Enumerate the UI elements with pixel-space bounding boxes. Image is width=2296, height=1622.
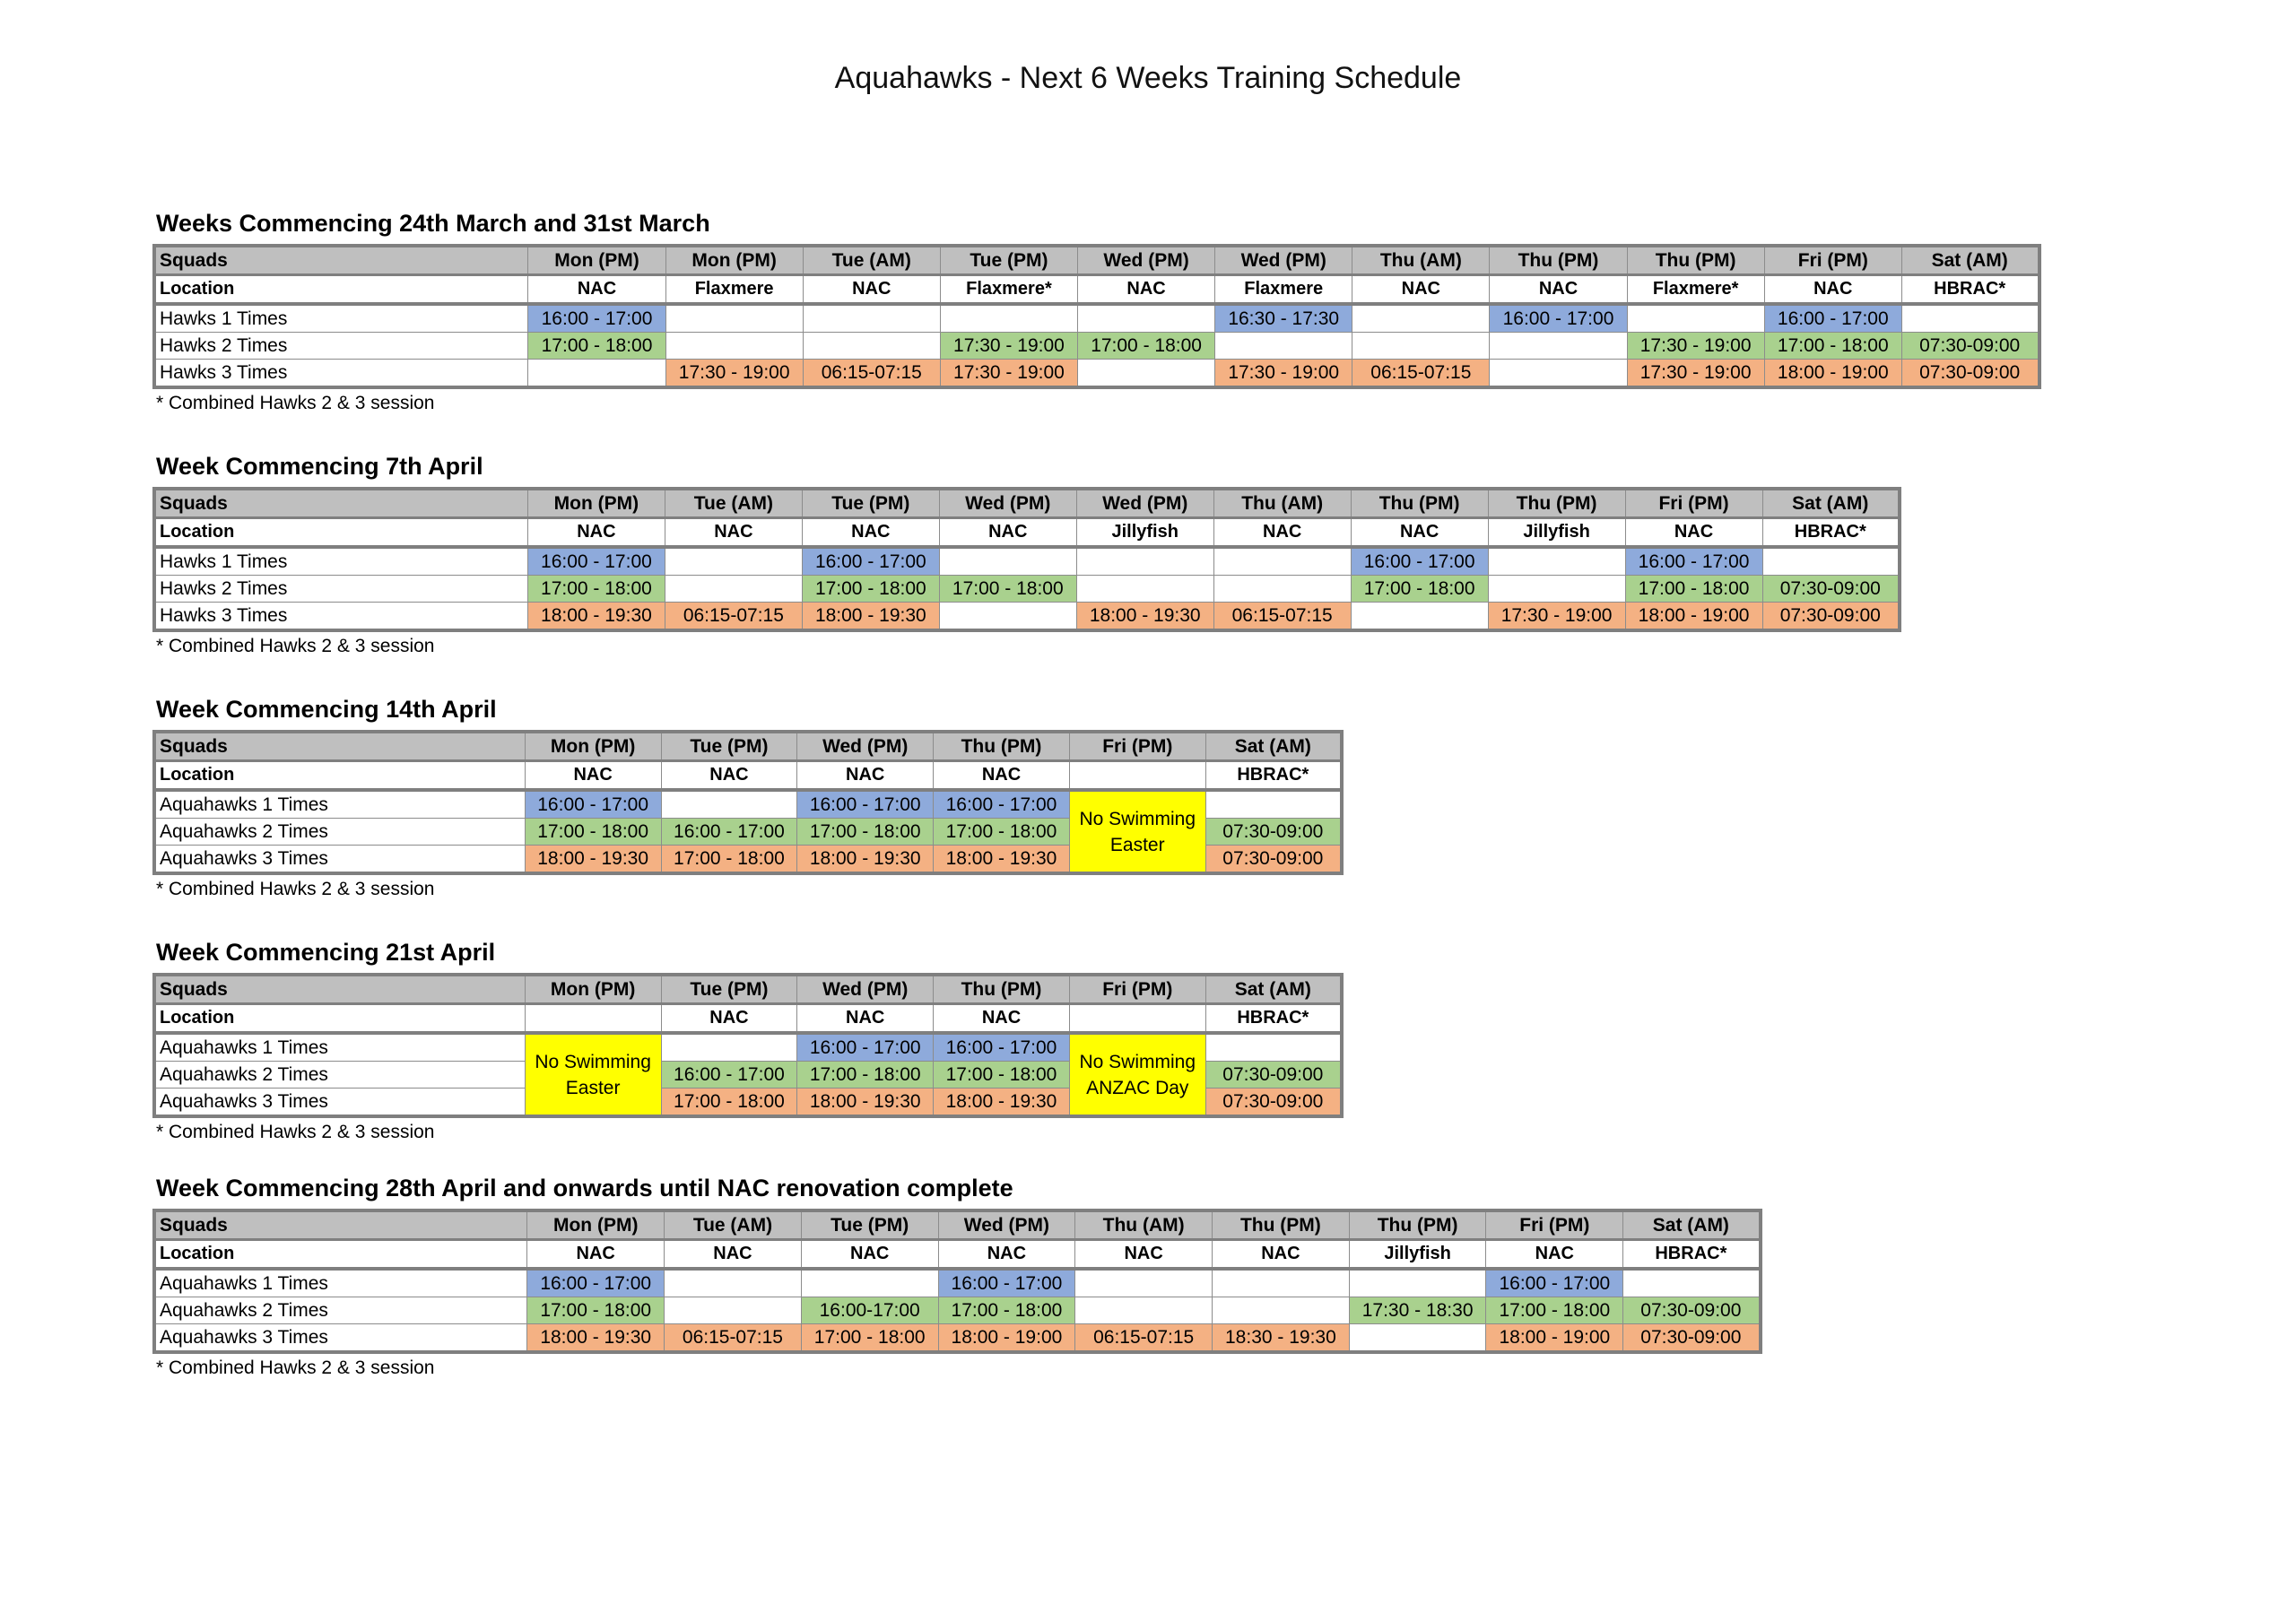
location-cell: NAC <box>934 1004 1070 1034</box>
closure-line1: No Swimming <box>535 1051 651 1072</box>
time-cell: 18:00 - 19:30 <box>527 1324 665 1353</box>
time-cell <box>1205 1033 1342 1062</box>
day-header: Thu (AM) <box>1213 489 1351 518</box>
time-cell: 16:00 - 17:00 <box>525 790 661 819</box>
location-cell: NAC <box>938 1240 1075 1270</box>
time-cell: 17:30 - 19:00 <box>940 360 1077 388</box>
day-header: Tue (AM) <box>665 1210 802 1240</box>
header-row <box>154 246 2039 275</box>
day-header: Thu (PM) <box>1627 246 1764 275</box>
location-cell: Flaxmere* <box>940 275 1077 305</box>
squad-label: Hawks 1 Times <box>154 304 528 333</box>
day-header: Mon (PM) <box>525 975 661 1004</box>
squad-label: Aquahawks 3 Times <box>154 846 525 874</box>
day-header: Wed (PM) <box>1078 246 1215 275</box>
location-cell: NAC <box>527 1240 665 1270</box>
location-row <box>154 761 1342 791</box>
time-cell <box>1213 1297 1350 1324</box>
location-cell: NAC <box>1764 275 1901 305</box>
closure-line1: No Swimming <box>1079 808 1196 829</box>
section-heading: Week Commencing 14th April <box>156 696 497 723</box>
day-header: Wed (PM) <box>1215 246 1352 275</box>
day-header: Thu (PM) <box>1351 489 1488 518</box>
location-cell: NAC <box>528 275 665 305</box>
time-cell <box>1213 1269 1350 1297</box>
schedule-table <box>152 487 1901 632</box>
location-label: Location <box>154 275 528 305</box>
day-header: Wed (PM) <box>938 1210 1075 1240</box>
day-header: Mon (PM) <box>665 246 803 275</box>
location-cell: NAC <box>1075 1240 1213 1270</box>
location-cell: Jillyfish <box>1076 518 1213 548</box>
squad-label: Hawks 3 Times <box>154 603 527 631</box>
time-cell: 18:00 - 19:30 <box>797 846 934 874</box>
day-header: Sat (AM) <box>1205 732 1342 761</box>
time-cell: 18:00 - 19:00 <box>1764 360 1901 388</box>
time-cell: 17:30 - 18:30 <box>1349 1297 1486 1324</box>
location-cell: NAC <box>1486 1240 1623 1270</box>
time-cell: 16:00 - 17:00 <box>661 1062 797 1089</box>
schedule-section <box>152 451 1901 659</box>
day-header: Fri (PM) <box>1486 1210 1623 1240</box>
location-cell: NAC <box>1213 518 1351 548</box>
location-cell: Jillyfish <box>1488 518 1625 548</box>
time-cell <box>665 547 802 576</box>
schedule-table <box>152 244 2041 389</box>
time-cell <box>1076 576 1213 603</box>
day-header: Tue (PM) <box>801 1210 938 1240</box>
squads-label: Squads <box>154 246 528 275</box>
time-cell <box>1349 1269 1486 1297</box>
location-cell: NAC <box>1352 275 1490 305</box>
day-header: Fri (PM) <box>1069 732 1205 761</box>
squad-label: Hawks 2 Times <box>154 576 527 603</box>
squad-row <box>154 1324 1761 1353</box>
squad-label: Aquahawks 3 Times <box>154 1089 525 1117</box>
schedule-section <box>152 937 1344 1145</box>
time-cell <box>665 576 802 603</box>
time-cell: 16:00 - 17:00 <box>1351 547 1488 576</box>
time-cell: 17:00 - 18:00 <box>934 1062 1070 1089</box>
time-cell <box>940 304 1077 333</box>
time-cell: 17:30 - 19:00 <box>665 360 803 388</box>
squad-label: Aquahawks 1 Times <box>154 1269 527 1297</box>
time-cell: 07:30-09:00 <box>1205 846 1342 874</box>
location-cell: NAC <box>934 761 1070 791</box>
squads-label: Squads <box>154 489 527 518</box>
time-cell: 06:15-07:15 <box>1213 603 1351 631</box>
time-cell <box>803 304 940 333</box>
squad-row <box>154 304 2039 333</box>
location-cell: NAC <box>1078 275 1215 305</box>
time-cell: 16:00 - 17:00 <box>661 819 797 846</box>
time-cell <box>1205 790 1342 819</box>
time-cell: 17:00 - 18:00 <box>1486 1297 1623 1324</box>
time-cell <box>939 603 1076 631</box>
location-cell: HBRAC* <box>1762 518 1900 548</box>
time-cell: 07:30-09:00 <box>1623 1324 1761 1353</box>
time-cell: 16:00 - 17:00 <box>527 547 665 576</box>
location-cell: NAC <box>1490 275 1627 305</box>
time-cell <box>1215 333 1352 360</box>
time-cell: 06:15-07:15 <box>1075 1324 1213 1353</box>
squad-label: Aquahawks 3 Times <box>154 1324 527 1353</box>
time-cell: 17:00 - 18:00 <box>527 576 665 603</box>
day-header: Tue (AM) <box>665 489 802 518</box>
location-cell: NAC <box>803 275 940 305</box>
time-cell: 16:30 - 17:30 <box>1215 304 1352 333</box>
squad-row <box>154 576 1900 603</box>
time-cell <box>1078 304 1215 333</box>
location-cell: HBRAC* <box>1901 275 2039 305</box>
time-cell: 17:00 - 18:00 <box>661 846 797 874</box>
day-header: Thu (PM) <box>1349 1210 1486 1240</box>
location-cell: NAC <box>1351 518 1488 548</box>
time-cell: 18:00 - 19:30 <box>1076 603 1213 631</box>
location-row <box>154 1240 1761 1270</box>
time-cell <box>665 1297 802 1324</box>
section-note: * Combined Hawks 2 & 3 session <box>156 1357 435 1378</box>
time-cell <box>528 360 665 388</box>
squad-label: Aquahawks 1 Times <box>154 790 525 819</box>
time-cell: 18:00 - 19:00 <box>1486 1324 1623 1353</box>
time-cell: 17:00 - 18:00 <box>1078 333 1215 360</box>
squad-row <box>154 1269 1761 1297</box>
location-cell: HBRAC* <box>1205 761 1342 791</box>
location-cell: NAC <box>527 518 665 548</box>
time-cell: 17:00 - 18:00 <box>1764 333 1901 360</box>
time-cell: 07:30-09:00 <box>1901 333 2039 360</box>
day-header: Fri (PM) <box>1069 975 1205 1004</box>
day-header: Thu (AM) <box>1352 246 1490 275</box>
time-cell: 07:30-09:00 <box>1762 603 1900 631</box>
location-cell: NAC <box>1213 1240 1350 1270</box>
time-cell <box>1213 576 1351 603</box>
squad-label: Hawks 2 Times <box>154 333 528 360</box>
time-cell: 17:00 - 18:00 <box>939 576 1076 603</box>
time-cell: 17:30 - 19:00 <box>1488 603 1625 631</box>
location-label: Location <box>154 1004 525 1034</box>
time-cell: 17:00 - 18:00 <box>527 1297 665 1324</box>
section-note: * Combined Hawks 2 & 3 session <box>156 1122 435 1142</box>
location-cell: Flaxmere* <box>1627 275 1764 305</box>
time-cell <box>1078 360 1215 388</box>
squad-label: Aquahawks 2 Times <box>154 819 525 846</box>
squad-label: Aquahawks 1 Times <box>154 1033 525 1062</box>
squads-label: Squads <box>154 732 525 761</box>
time-cell <box>665 1269 802 1297</box>
squad-row <box>154 603 1900 631</box>
time-cell <box>1623 1269 1761 1297</box>
time-cell: 16:00 - 17:00 <box>797 790 934 819</box>
location-cell <box>525 1004 661 1034</box>
day-header: Tue (AM) <box>803 246 940 275</box>
location-cell: HBRAC* <box>1205 1004 1342 1034</box>
time-cell: 17:00 - 18:00 <box>934 819 1070 846</box>
location-label: Location <box>154 761 525 791</box>
location-label: Location <box>154 1240 527 1270</box>
location-row <box>154 275 2039 305</box>
closure-cell <box>1069 1033 1205 1116</box>
time-cell: 18:00 - 19:30 <box>525 846 661 874</box>
section-note: * Combined Hawks 2 & 3 session <box>156 879 435 899</box>
location-cell: NAC <box>797 1004 934 1034</box>
time-cell: 16:00 - 17:00 <box>527 1269 665 1297</box>
section-heading: Week Commencing 21st April <box>156 939 496 966</box>
time-cell: 17:00 - 18:00 <box>801 1324 938 1353</box>
time-cell: 07:30-09:00 <box>1205 819 1342 846</box>
location-cell: NAC <box>665 518 802 548</box>
time-cell <box>1490 360 1627 388</box>
day-header: Tue (PM) <box>661 975 797 1004</box>
time-cell <box>1349 1324 1486 1353</box>
time-cell: 18:00 - 19:30 <box>797 1089 934 1117</box>
time-cell: 16:00 - 17:00 <box>802 547 939 576</box>
time-cell: 17:00 - 18:00 <box>938 1297 1075 1324</box>
time-cell <box>1075 1297 1213 1324</box>
day-header: Thu (PM) <box>1213 1210 1350 1240</box>
time-cell: 06:15-07:15 <box>803 360 940 388</box>
schedule-section <box>152 694 1344 902</box>
squads-label: Squads <box>154 975 525 1004</box>
day-header: Fri (PM) <box>1625 489 1762 518</box>
squad-label: Aquahawks 2 Times <box>154 1062 525 1089</box>
section-note: * Combined Hawks 2 & 3 session <box>156 636 435 656</box>
day-header: Thu (PM) <box>1488 489 1625 518</box>
location-cell: NAC <box>797 761 934 791</box>
time-cell: 17:30 - 19:00 <box>940 333 1077 360</box>
time-cell <box>1901 304 2039 333</box>
time-cell <box>1352 304 1490 333</box>
time-cell <box>803 333 940 360</box>
time-cell <box>1213 547 1351 576</box>
time-cell: 17:30 - 19:00 <box>1627 360 1764 388</box>
squad-row <box>154 547 1900 576</box>
time-cell: 18:00 - 19:30 <box>934 846 1070 874</box>
day-header: Mon (PM) <box>525 732 661 761</box>
day-header: Wed (PM) <box>797 732 934 761</box>
schedule-table <box>152 730 1344 875</box>
time-cell: 18:00 - 19:30 <box>934 1089 1070 1117</box>
time-cell: 16:00 - 17:00 <box>1625 547 1762 576</box>
time-cell: 17:00 - 18:00 <box>528 333 665 360</box>
day-header: Thu (AM) <box>1075 1210 1213 1240</box>
time-cell <box>1762 547 1900 576</box>
schedule-table <box>152 1209 1762 1354</box>
location-cell: NAC <box>525 761 661 791</box>
location-cell <box>1069 761 1205 791</box>
time-cell: 06:15-07:15 <box>1352 360 1490 388</box>
closure-cell <box>525 1033 661 1116</box>
section-heading: Weeks Commencing 24th March and 31st March <box>156 210 710 237</box>
day-header: Tue (PM) <box>661 732 797 761</box>
time-cell: 07:30-09:00 <box>1762 576 1900 603</box>
time-cell: 17:30 - 19:00 <box>1215 360 1352 388</box>
time-cell <box>1488 576 1625 603</box>
time-cell <box>1490 333 1627 360</box>
time-cell: 17:00 - 18:00 <box>661 1089 797 1117</box>
location-label: Location <box>154 518 527 548</box>
time-cell: 07:30-09:00 <box>1623 1297 1761 1324</box>
day-header: Thu (PM) <box>934 732 1070 761</box>
time-cell: 17:30 - 19:00 <box>1627 333 1764 360</box>
header-row <box>154 489 1900 518</box>
location-cell: NAC <box>665 1240 802 1270</box>
closure-line1: No Swimming <box>1079 1051 1196 1072</box>
location-cell: NAC <box>661 1004 797 1034</box>
header-row <box>154 732 1342 761</box>
time-cell <box>665 333 803 360</box>
time-cell: 18:00 - 19:00 <box>938 1324 1075 1353</box>
location-row <box>154 518 1900 548</box>
squad-row <box>154 333 2039 360</box>
time-cell <box>801 1269 938 1297</box>
location-cell: NAC <box>661 761 797 791</box>
location-cell: Flaxmere <box>665 275 803 305</box>
time-cell <box>665 304 803 333</box>
time-cell: 16:00 - 17:00 <box>797 1033 934 1062</box>
time-cell <box>1352 333 1490 360</box>
time-cell: 16:00-17:00 <box>801 1297 938 1324</box>
day-header: Sat (AM) <box>1901 246 2039 275</box>
day-header: Tue (PM) <box>802 489 939 518</box>
section-heading: Week Commencing 28th April and onwards until NAC renovation complete <box>156 1175 1013 1201</box>
time-cell: 07:30-09:00 <box>1205 1089 1342 1117</box>
schedule-section <box>152 1173 1762 1381</box>
time-cell <box>1488 547 1625 576</box>
time-cell: 17:00 - 18:00 <box>797 1062 934 1089</box>
time-cell: 06:15-07:15 <box>665 1324 802 1353</box>
time-cell: 16:00 - 17:00 <box>934 1033 1070 1062</box>
squad-row <box>154 360 2039 388</box>
squads-label: Squads <box>154 1210 527 1240</box>
squad-label: Hawks 1 Times <box>154 547 527 576</box>
time-cell: 18:00 - 19:30 <box>527 603 665 631</box>
day-header: Sat (AM) <box>1762 489 1900 518</box>
time-cell: 16:00 - 17:00 <box>1764 304 1901 333</box>
location-cell: Jillyfish <box>1349 1240 1486 1270</box>
section-heading: Week Commencing 7th April <box>156 453 483 480</box>
day-header: Sat (AM) <box>1205 975 1342 1004</box>
header-row <box>154 1210 1761 1240</box>
location-cell: Flaxmere <box>1215 275 1352 305</box>
time-cell: 16:00 - 17:00 <box>1490 304 1627 333</box>
header-row <box>154 975 1342 1004</box>
page-title: Aquahawks - Next 6 Weeks Training Schedule <box>834 61 1462 95</box>
day-header: Fri (PM) <box>1764 246 1901 275</box>
time-cell: 18:00 - 19:00 <box>1625 603 1762 631</box>
day-header: Mon (PM) <box>527 489 665 518</box>
location-row <box>154 1004 1342 1034</box>
day-header: Thu (PM) <box>934 975 1070 1004</box>
day-header: Sat (AM) <box>1623 1210 1761 1240</box>
time-cell <box>1627 304 1764 333</box>
squad-label: Aquahawks 2 Times <box>154 1297 527 1324</box>
location-cell: HBRAC* <box>1623 1240 1761 1270</box>
squad-row <box>154 1033 1342 1062</box>
location-cell: NAC <box>802 518 939 548</box>
closure-line2: ANZAC Day <box>1086 1077 1189 1098</box>
time-cell: 18:00 - 19:30 <box>802 603 939 631</box>
day-header: Tue (PM) <box>940 246 1077 275</box>
time-cell: 06:15-07:15 <box>665 603 802 631</box>
location-cell: NAC <box>1625 518 1762 548</box>
location-cell: NAC <box>801 1240 938 1270</box>
time-cell: 17:00 - 18:00 <box>1625 576 1762 603</box>
time-cell: 07:30-09:00 <box>1901 360 2039 388</box>
location-cell: NAC <box>939 518 1076 548</box>
day-header: Mon (PM) <box>527 1210 665 1240</box>
section-note: * Combined Hawks 2 & 3 session <box>156 393 435 413</box>
day-header: Wed (PM) <box>797 975 934 1004</box>
schedule-table <box>152 973 1344 1118</box>
time-cell <box>1076 547 1213 576</box>
time-cell: 17:00 - 18:00 <box>802 576 939 603</box>
time-cell <box>1351 603 1488 631</box>
time-cell <box>661 1033 797 1062</box>
time-cell: 17:00 - 18:00 <box>525 819 661 846</box>
day-header: Mon (PM) <box>528 246 665 275</box>
closure-cell <box>1069 790 1205 873</box>
time-cell: 16:00 - 17:00 <box>938 1269 1075 1297</box>
time-cell: 16:00 - 17:00 <box>934 790 1070 819</box>
time-cell: 17:00 - 18:00 <box>797 819 934 846</box>
squad-row <box>154 1297 1761 1324</box>
time-cell: 07:30-09:00 <box>1205 1062 1342 1089</box>
time-cell <box>1075 1269 1213 1297</box>
time-cell <box>661 790 797 819</box>
time-cell: 17:00 - 18:00 <box>1351 576 1488 603</box>
day-header: Thu (PM) <box>1490 246 1627 275</box>
closure-line2: Easter <box>565 1077 621 1098</box>
squad-row <box>154 790 1342 819</box>
schedule-section <box>152 208 2041 416</box>
location-cell <box>1069 1004 1205 1034</box>
day-header: Wed (PM) <box>939 489 1076 518</box>
time-cell: 16:00 - 17:00 <box>1486 1269 1623 1297</box>
time-cell: 18:30 - 19:30 <box>1213 1324 1350 1353</box>
squad-label: Hawks 3 Times <box>154 360 528 388</box>
closure-line2: Easter <box>1109 834 1165 855</box>
day-header: Wed (PM) <box>1076 489 1213 518</box>
time-cell <box>939 547 1076 576</box>
time-cell: 16:00 - 17:00 <box>528 304 665 333</box>
